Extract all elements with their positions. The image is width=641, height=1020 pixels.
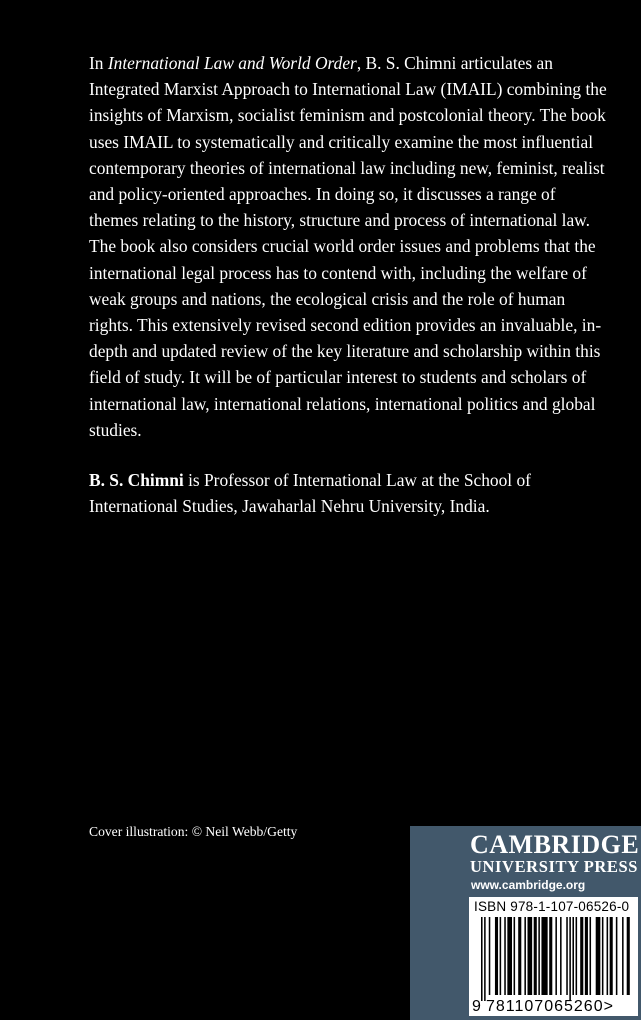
book-title: International Law and World Order xyxy=(107,53,357,73)
publisher-panel xyxy=(410,826,641,1020)
barcode-bar xyxy=(627,917,630,995)
barcode-bar xyxy=(572,917,574,995)
blurb-intro: In xyxy=(89,53,108,73)
barcode-bars xyxy=(469,915,638,1001)
book-description xyxy=(89,50,609,443)
author-bio-text: is Professor of International Law at the School of International Studies, Jawaharlal Nehru University, India. xyxy=(89,470,531,517)
barcode-number: 781107065260> xyxy=(486,998,614,1015)
publisher-name: CAMBRIDGE xyxy=(470,830,640,859)
barcode-bar xyxy=(596,917,601,995)
barcode-bar xyxy=(504,917,506,995)
blurb-text: , B. S. Chimni articulates an Integrated Marxist Approach to International Law (IMAIL) combining the insights of Marxism, socialist feminism and postcolonial theory. The book uses IMAIL to systematically and critically examine the most influential contemporary theories of international law including new, feminist, realist and policy-oriented approaches. In doing so, it discusses a range of themes relating to the history, structure and process of international law. The book also considers crucial world order issues and problems that the international legal process has to contend with, including the welfare of weak groups and nations, the ecological crisis and the role of human rights. This extensively revised second edition provides an invaluable, in-depth and updated review of the key literature and scholarship within this field of study. It will be of particular interest to students and scholars of international law, international relations, international politics and global studies. xyxy=(89,53,607,440)
barcode-bar xyxy=(514,917,516,995)
barcode-bar xyxy=(489,917,491,995)
barcode-bar xyxy=(602,917,604,995)
barcode-bar xyxy=(607,917,609,995)
cover-credit: Cover illustration: © Neil Webb/Getty xyxy=(89,824,298,839)
barcode-bar xyxy=(576,917,578,995)
barcode-bar xyxy=(610,917,613,995)
barcode-bar xyxy=(524,917,526,995)
barcode-bar xyxy=(555,917,557,995)
barcode-bar xyxy=(481,917,483,1001)
barcode xyxy=(469,897,638,1016)
barcode-bar xyxy=(590,917,592,995)
barcode-bar xyxy=(538,917,540,995)
barcode-bar xyxy=(549,917,552,995)
barcode-bar xyxy=(622,917,624,995)
barcode-bar xyxy=(484,917,486,1001)
barcode-bar xyxy=(541,917,547,995)
barcode-bar xyxy=(585,917,588,995)
barcode-bar xyxy=(616,917,618,995)
barcode-bar xyxy=(580,917,583,995)
barcode-bar xyxy=(566,917,568,995)
barcode-bar xyxy=(507,917,512,995)
barcode-bar xyxy=(495,917,498,995)
barcode-bar xyxy=(569,917,571,1001)
author-name: B. S. Chimni xyxy=(89,470,184,490)
barcode-bar xyxy=(528,917,533,995)
barcode-bar xyxy=(560,917,562,995)
barcode-bar xyxy=(518,917,521,995)
publisher-url: www.cambridge.org xyxy=(471,878,586,892)
barcode-bar xyxy=(534,917,537,995)
publisher-subtitle: UNIVERSITY PRESS xyxy=(470,857,639,876)
isbn-label: ISBN 978-1-107-06526-0 xyxy=(474,899,630,914)
author-bio xyxy=(89,467,609,519)
barcode-bar xyxy=(500,917,502,995)
barcode-lead-digit: 9 xyxy=(472,998,482,1015)
